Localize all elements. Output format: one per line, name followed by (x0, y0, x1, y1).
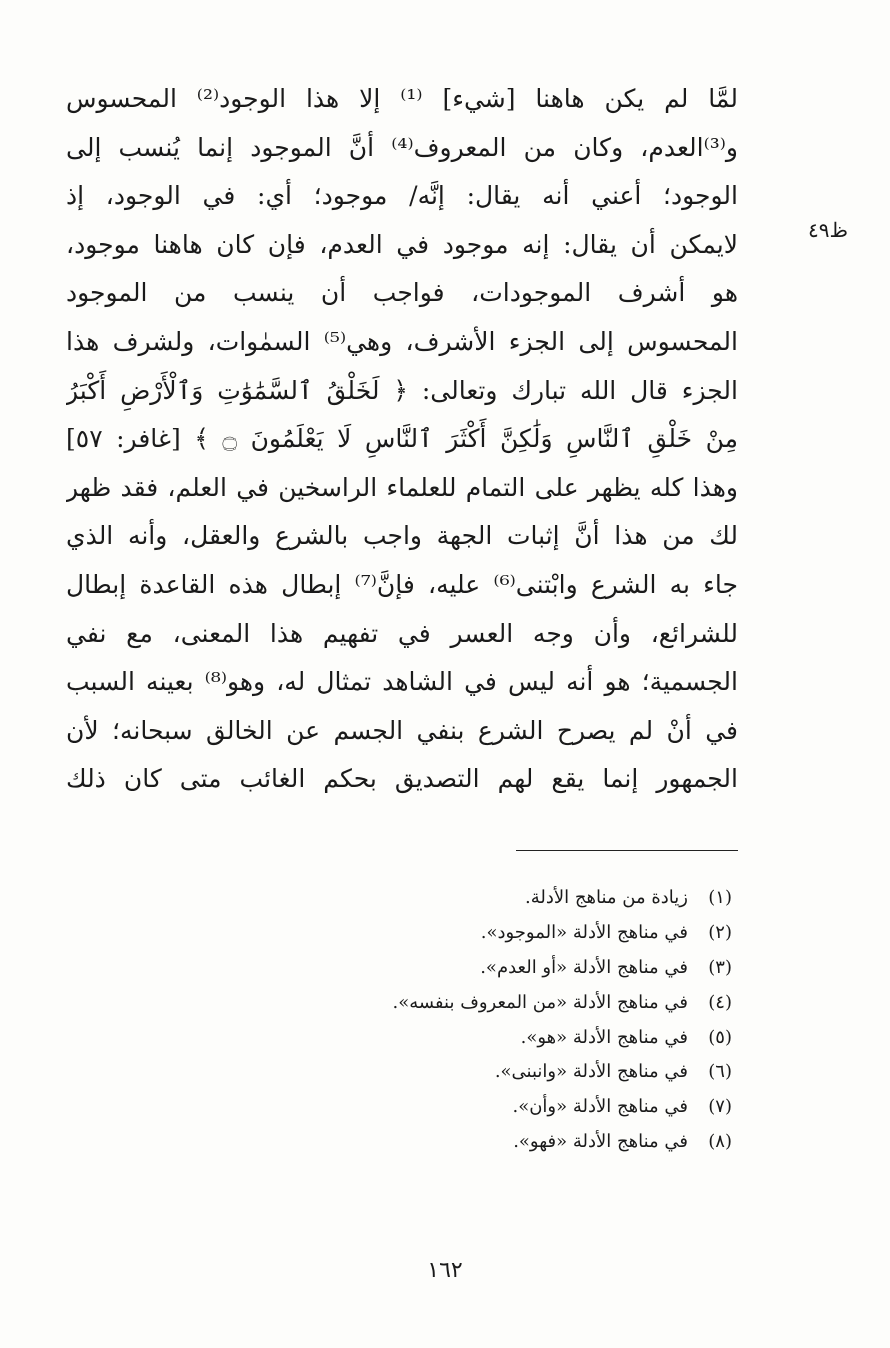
main-text-block (66, 75, 738, 804)
body-line: وهذا كله يظهر على التمام للعلماء الراسخين في العلم، فقد ظهر (66, 472, 738, 502)
body-line: الوجود؛ أعني أنه يقال: إنَّه/ موجود؛ أي: في الوجود، إذ (66, 181, 738, 211)
footnote-text: في مناهج الأدلة «الموجود». (480, 921, 688, 943)
footnote (172, 985, 732, 1020)
footnote-text: في مناهج الأدلة «من المعروف بنفسه». (392, 991, 688, 1013)
body-line: المحسوس إلى الجزء الأشرف، وهي⁽⁵⁾ السمٰوات، ولشرف هذا (66, 326, 738, 356)
footnotes-list (172, 880, 732, 1159)
footnote (172, 1020, 732, 1055)
footnote-number: (٣) (708, 956, 732, 978)
body-line: لايمكن أن يقال: إنه موجود في العدم، فإن كان هاهنا موجود، (66, 229, 738, 259)
footnote-number: (١) (708, 886, 732, 908)
footnote-text: في مناهج الأدلة «وانبنى». (494, 1061, 688, 1083)
quran-verse-line: الجزء قال الله تبارك وتعالى: ﴿ لَخَلْقُ ٱلسَّمَٰوَٰتِ وَٱلْأَرْضِ أَكْبَرُ (66, 375, 738, 405)
body-line: الجمهور إنما يقع لهم التصديق بحكم الغائب متى كان ذلك (66, 764, 738, 794)
footnote (172, 915, 732, 950)
body-line: للشرائع، وأن وجه العسر في تفهيم هذا المعنى، مع نفي (66, 618, 738, 648)
footnote-text: في مناهج الأدلة «هو». (520, 1026, 688, 1048)
footnote (172, 880, 732, 915)
footnote-number: (٥) (708, 1026, 732, 1048)
quran-verse-line: مِنْ خَلْقِ ٱلنَّاسِ وَلَٰكِنَّ أَكْثَرَ ٱلنَّاسِ لَا يَعْلَمُونَ ۝ ﴾ [غافر: ٥٧] (66, 424, 738, 454)
footnote (172, 1089, 732, 1124)
footnote-text: في مناهج الأدلة «أو العدم». (480, 956, 688, 978)
body-line: لك من هذا أنَّ إثبات الجهة واجب بالشرع والعقل، وأنه الذي (66, 521, 738, 551)
footnote (172, 950, 732, 985)
margin-manuscript-note: ظ٤٩ (808, 218, 848, 242)
footnote-separator (516, 850, 738, 851)
footnote-number: (٤) (708, 991, 732, 1013)
page-number: ١٦٢ (427, 1258, 463, 1283)
body-line: و⁽³⁾العدم، وكان من المعروف⁽⁴⁾ أنَّ الموجود إنما يُنسب إلى (66, 132, 738, 162)
footnote-number: (٧) (708, 1096, 732, 1118)
body-line: لمَّا لم يكن هاهنا [شيء] ⁽¹⁾ إلا هذا الوجود⁽²⁾ المحسوس (66, 84, 738, 113)
footnote-text: زيادة من مناهج الأدلة. (525, 886, 688, 908)
body-line: في أنْ لم يصرح الشرع بنفي الجسم عن الخالق سبحانه؛ لأن (66, 715, 738, 745)
footnote-number: (٢) (708, 921, 732, 943)
body-line: هو أشرف الموجودات، فواجب أن ينسب من الموجود (66, 278, 738, 308)
footnote-text: في مناهج الأدلة «فهو». (513, 1131, 688, 1153)
body-line: الجسمية؛ هو أنه ليس في الشاهد تمثال له، وهو⁽⁸⁾ بعينه السبب (66, 667, 738, 697)
footnote-number: (٨) (708, 1131, 732, 1153)
footnote-text: في مناهج الأدلة «وأن». (512, 1096, 688, 1118)
footnote (172, 1054, 732, 1089)
body-line: جاء به الشرع وابْتنى⁽⁶⁾ عليه، فإنَّ⁽⁷⁾ إبطال هذه القاعدة إبطال (66, 569, 738, 599)
footnote-number: (٦) (708, 1061, 732, 1083)
footnote (172, 1124, 732, 1159)
